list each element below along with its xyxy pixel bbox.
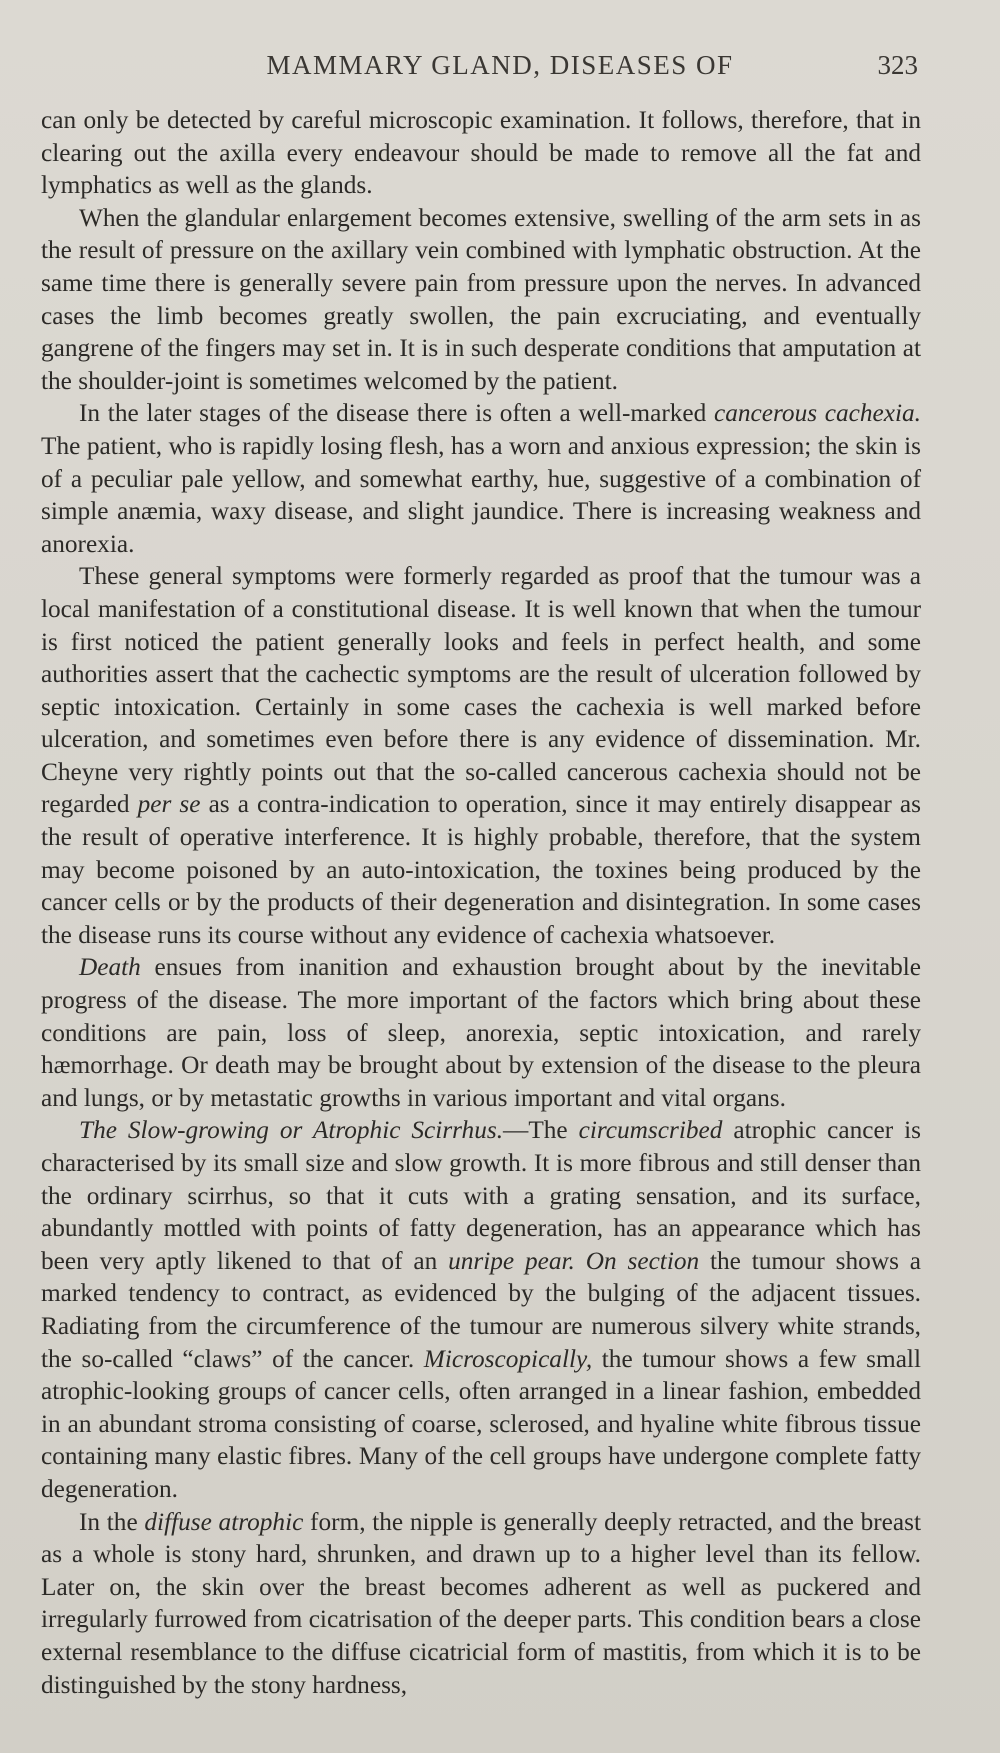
paragraph-text: The patient, who is rapidly losing flesh, has a worn and anxious expression; the skin is of a peculiar pale yellow, and somewhat earthy, hue, suggestive of a combination of simple anæmia, waxy disease, and slight jaundice. There is increasing weakness and anorexia.	[41, 431, 921, 558]
page-header	[0, 50, 1000, 90]
paragraph-general-symptoms	[41, 560, 921, 951]
paragraph-text: —The	[503, 1116, 579, 1145]
italic-term-on-section: On section	[585, 1246, 700, 1275]
page-number: 323	[877, 50, 918, 80]
paragraph-text: In the later stages of the disease there is often a well-marked	[79, 399, 715, 428]
paragraph-text: When the glandular enlargement becomes extensive, swelling of the arm sets in as the result of pressure on the axillary vein combined with lymphatic obstruction. At the same time there is generally severe pain from pressure upon the nerves. In advanced cases the limb becomes greatly swollen, the pain excruciating, and eventually gangrene of the fingers may set in. It is in such desperate conditions that amputation at the shoulder-joint is sometimes welcomed by the patient.	[41, 203, 921, 395]
italic-term-microscopically: Microscopically,	[423, 1344, 593, 1373]
paragraph-atrophic-scirrhus	[41, 1114, 921, 1505]
section-heading-atrophic-scirrhus: The Slow-growing or Atrophic Scirrhus.	[79, 1116, 504, 1145]
italic-term-cancerous-cachexia: cancerous cachexia.	[714, 399, 922, 428]
paragraph-death	[41, 951, 921, 1114]
italic-term-unripe-pear: unripe pear.	[448, 1246, 575, 1275]
running-head: MAMMARY GLAND, DISEASES OF	[266, 50, 734, 80]
paragraph-text: the tumour shows a marked tendency to contract, as evidenced by the bulging of the adjacent tissues. Radiating from the circumference of the tumour are numerous silvery white strands, the so-called “claws” of the cancer.	[41, 1246, 922, 1373]
body-text	[41, 104, 921, 1701]
paragraph-text: These general symptoms were formerly regarded as proof that the tumour was a local manifestation of a constitutional disease. It is well known that when the tumour is first noticed the patient generally looks and feels in perfect health, and some authorities assert that the cachectic symptoms are the result of ulceration followed by septic intoxication. Certainly in some cases the cachexia is well marked before ulceration, and sometimes even before there is any evidence of dissemination. Mr. Cheyne very rightly points out that the so-called cancerous cachexia should not be regarded	[41, 562, 921, 819]
paragraph-text: In the	[79, 1507, 145, 1536]
paragraph-text: the tumour shows a few small atrophic-looking groups of cancer cells, often arranged in a linear fashion, embedded in an abundant stroma consisting of coarse, sclerosed, and hyaline white fibrous tissue containing many elastic fibres. Many of the cell groups have undergone complete fatty degeneration.	[41, 1344, 921, 1503]
italic-term-circumscribed: circumscribed	[578, 1116, 723, 1145]
paragraph-text: atrophic cancer is characterised by its small size and slow growth. It is more fibrous and still denser than the ordinary scirrhus, so that it cuts with a grating sensation, and its surface, abundantly mottled with points of fatty degeneration, has an appearance which has been very aptly likened to that of an	[41, 1116, 921, 1275]
italic-term-diffuse-atrophic: diffuse atrophic	[144, 1507, 304, 1536]
paragraph-text: form, the nipple is generally deeply retracted, and the breast as a whole is stony hard, shrunken, and drawn up to a higher level than its fellow. Later on, the skin over the breast becomes adherent as well as puckered and irregularly furrowed from cicatrisation of the deeper parts. This condition bears a close external resemblance to the diffuse cicatricial form of mastitis, from which it is to be distinguished by the stony hardness,	[41, 1507, 921, 1699]
paragraph-diffuse-atrophic	[41, 1506, 921, 1702]
paragraph-continuation	[41, 104, 921, 202]
italic-term-per-se: per se	[137, 790, 201, 819]
paragraph-text	[575, 1247, 586, 1275]
paragraph-text: as a contra-indication to operation, since it may entirely disappear as the result of operative interference. It is highly probable, therefore, that the system may become poisoned by an auto-intoxication, the toxines being produced by the cancer cells or by the products of their degeneration and disintegration. In some cases the disease runs its course without any evidence of cachexia whatsoever.	[41, 790, 921, 949]
paragraph-cachexia	[41, 397, 921, 560]
paragraph-text: ensues from inanition and exhaustion brought about by the inevitable progress of the disease. The more important of the factors which bring about these conditions are pain, loss of sleep, anorexia, septic intoxication, and rarely hæmorrhage. Or death may be brought about by extension of the disease to the pleura and lungs, or by metastatic growths in various important and vital organs.	[41, 953, 921, 1112]
paragraph-text: can only be detected by careful microscopic examination. It follows, therefore, that in clearing out the axilla every endeavour should be made to remove all the fat and lymphatics as well as the glands.	[41, 106, 921, 200]
italic-term-death: Death	[79, 953, 141, 982]
paragraph-arm-swelling	[41, 202, 921, 398]
